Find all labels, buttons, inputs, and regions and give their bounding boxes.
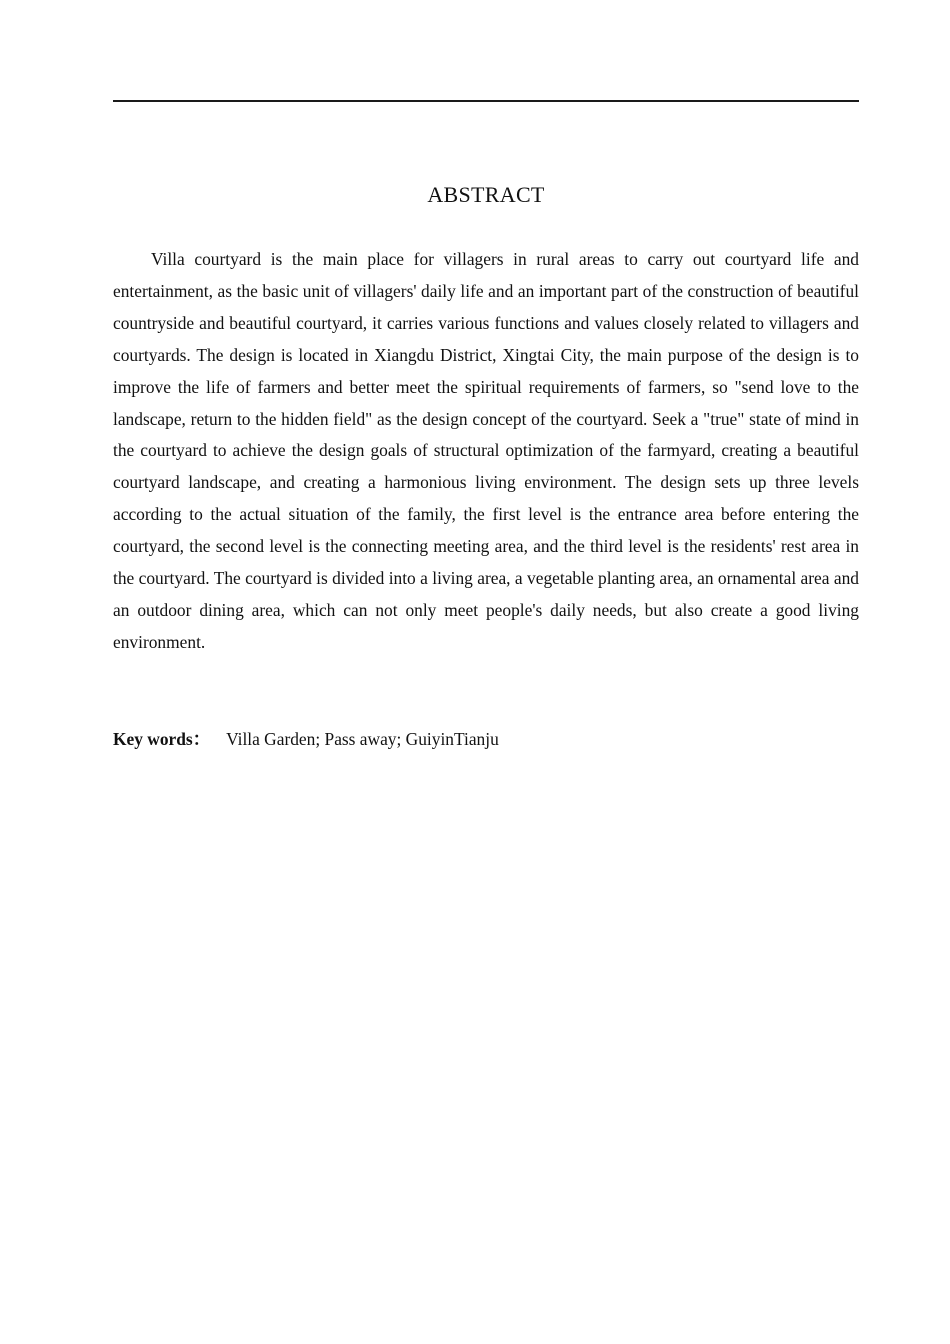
header-rule xyxy=(113,100,859,102)
abstract-body: Villa courtyard is the main place for villagers in rural areas to carry out courtyard life and entertainment, as the basic unit of villagers' daily life and an important part of the construction of beautiful countryside and beautiful courtyard, it carries various functions and values closely related to villagers and courtyards. The design is located in Xiangdu District, Xingtai City, the main purpose of the design is to improve the life of farmers and better meet the spiritual requirements of farmers, so "send love to the landscape, return to the hidden field" as the design concept of the courtyard. Seek a "true" state of mind in the courtyard to achieve the design goals of structural optimization of the farmyard, creating a beautiful courtyard landscape, and creating a harmonious living environment. The design sets up three levels according to the actual situation of the family, the first level is the entrance area before entering the courtyard, the second level is the connecting meeting area, and the third level is the residents' rest area in the courtyard. The courtyard is divided into a living area, a vegetable planting area, an ornamental area and an outdoor dining area, which can not only meet people's daily needs, but also create a good living environment. xyxy=(113,249,859,652)
abstract-title: ABSTRACT xyxy=(427,182,545,207)
keywords-line xyxy=(113,724,859,754)
keywords-values: Villa Garden; Pass away; GuiyinTianju xyxy=(226,729,499,749)
keywords-label: Key words： xyxy=(113,729,211,749)
